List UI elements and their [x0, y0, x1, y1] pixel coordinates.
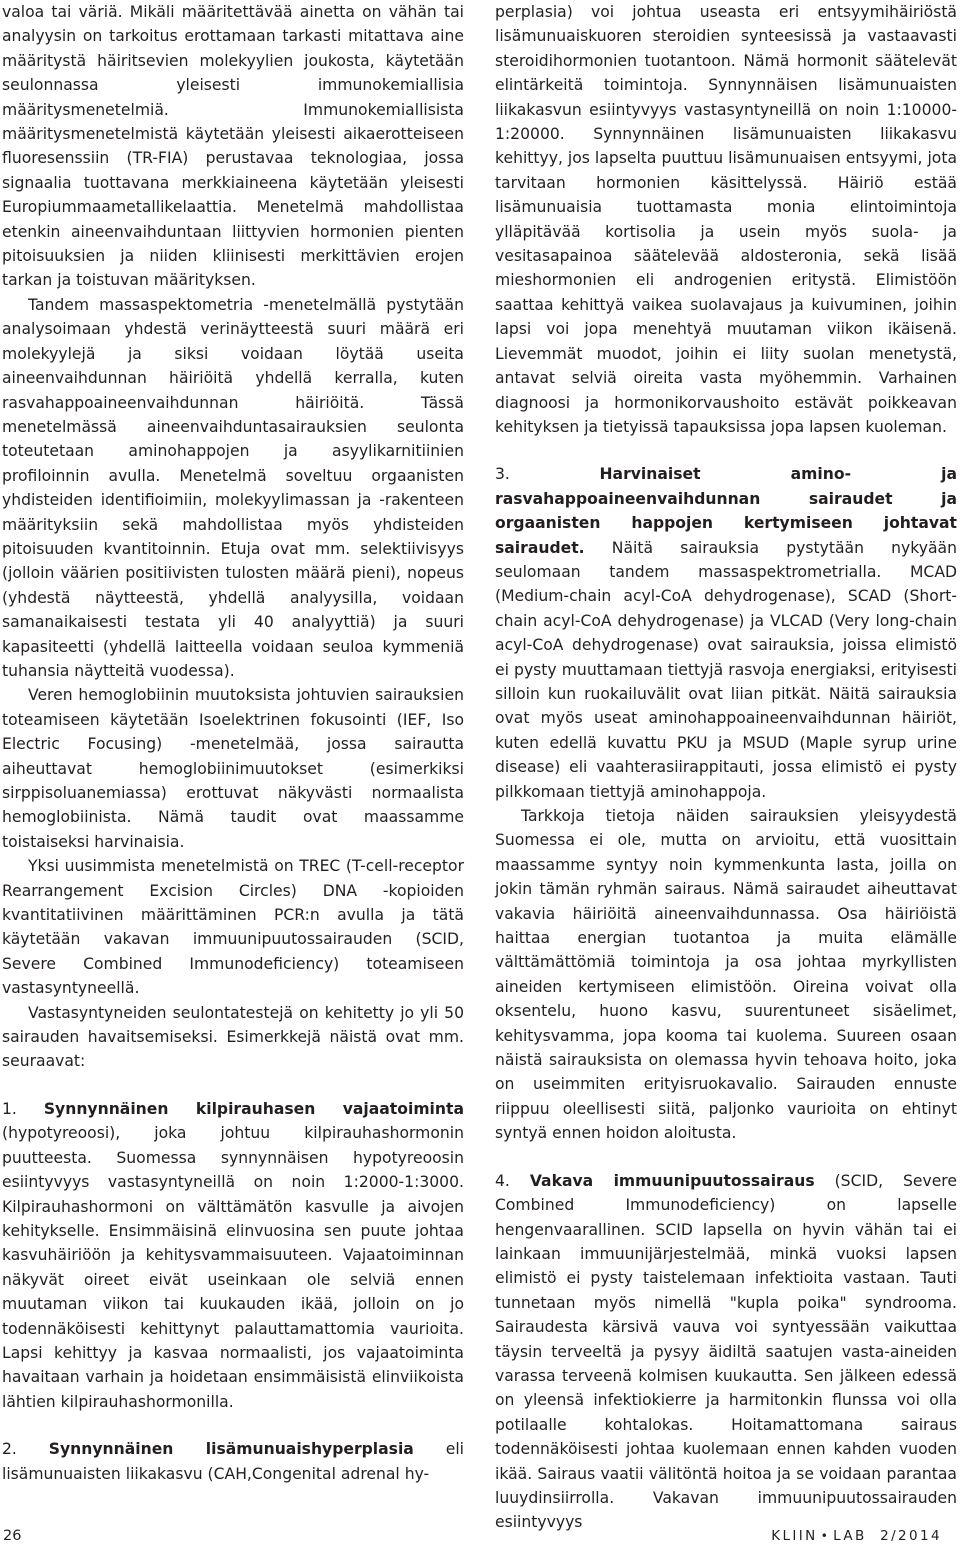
magazine-issue — [771, 1528, 942, 1544]
list-item-title: Synnynnäinen kilpirauhasen vajaatoiminta — [43, 1099, 464, 1118]
list-item-text: (SCID, Severe Combined Immunodeficiency) on lapselle hengenvaarallinen. SCID lapsella on hyvin vähän tai ei lainkaan immuunijärjestelmää, minkä vuoksi lapsen elimistö ei pysty taistelemaan infektioita vastaan. Tauti tunnetaan myös nimellä "kupla poika" syndrooma. Sairaudesta kärsivä vauva voi syntyessään vaikuttaa täysin terveeltä ja pysyy äidiltä saatujen vasta-aineiden varassa terveenä kolmisen kuukautta. Sen jälkeen edessä on yleensä infektiokierre ja harmitonkin flunssa voi olla potilaalle kohtalokas. Hoitamattomana sairaus todennäköisesti johtaa kuolemaan ennen kahden vuoden ikää. Sairaus vaatii välitöntä hoitoa ja se voidaan parantaa luuydinsiirrolla. Vakavan immuunipuutossairauden esiintyvyys — [495, 1171, 957, 1532]
issue-number: 2/2014 — [880, 1528, 942, 1544]
body-paragraph: Yksi uusimmista menetelmistä on TREC (T-cell-receptor Rearrangement Excision Circles) DNA -kopioiden kvantitatiivinen määrittäminen PCR:n avulla ja tätä käytetään vakavan immuunipuutossairauden (SCID, Severe Combined Immunodeficiency) toteamiseen vastasyntyneellä. — [2, 857, 464, 998]
separator-dot: • — [820, 1529, 831, 1543]
magazine-lab: LAB — [833, 1528, 867, 1544]
list-item-title: Vakava immuunipuutossairaus — [529, 1171, 815, 1190]
body-paragraph: Tarkkoja tietoja näiden sairauksien yleisyydestä Suomessa ei ole, mutta on arvioitu, että vuosittain maassamme syntyy noin kymmenkunta lasta, joilla on jokin tämän ryhmän sairaus. Nämä sairaudet aiheuttavat vakavia häiriöitä aineenvaihdunnassa. Osa häiriöistä haittaa energian tuotantoa ja muita elämälle välttämättömiä toimintoja ja osa johtaa myrkyllisten aineiden kertymiseen elimistöön. Oireina voivat olla oksentelu, huono kasvu, suurentuneet sisäelimet, kehitysvamma, jopa kooma tai kuolema. Suureen osaan näistä sairauksista on olemassa hyvin tehoava hoito, joka on useimmiten erityisruokavalio. Sairauden ennuste riippuu oleellisesti siitä, paljonko vaurioita on ehtinyt syntyä ennen hoidon aloitusta. — [495, 807, 957, 1143]
list-item — [495, 1169, 957, 1535]
page-footer — [0, 1528, 960, 1558]
list-number: 2. — [2, 1440, 17, 1459]
list-item — [2, 1437, 464, 1486]
list-item-title: Synnynnäinen lisämunuaishyperplasia — [48, 1440, 414, 1459]
body-paragraph: Tandem massaspektometria -menetelmällä pystytään analysoimaan yhdestä verinäytteestä suuri määrä eri molekyylejä ja siksi voidaan löytää useita aineenvaihdunnan häiriöitä yhdellä kerralla, kuten rasvahappoaineenvaihdunnan häiriöitä. Tässä menetelmässä aineenvaihduntasairauksien seulonta toteutetaan aminohappojen ja asyylikarnitiinien profiloinnin avulla. Menetelmä soveltuu orgaanisten yhdisteiden identifioimiin, molekyylimassan ja -rakenteen määrityksiin sekä mahdollistaa myös yhdisteiden pitoisuuden kvantitoinnin. Etuja ovat mm. selektiivisyys (jolloin väärien positiivisten tulosten määrä pieni), nopeus (yhdestä näytteestä, yhdellä analyysilla, voidaan samanaikaisesti testata yli 40 analyyttiä) ja suuri kapasiteetti (yhdellä laitteella voidaan seuloa kymmeniä tuhansia näytteitä vuodessa). — [2, 295, 464, 680]
list-item — [495, 462, 957, 804]
left-column — [2, 0, 464, 1486]
body-paragraph: perplasia) voi johtua useasta eri entsyymihäiriöstä lisämunuaiskuoren steroidien synteesissä ja vastaavasti steroidihormonien tuotantoon. Nämä hormonit säätelevät elintärkeitä toimintoja. Synnynnäisen lisämunuaisten liikakasvun esiintyvyys vastasyntyneillä on noin 1:10000-1:20000. Synnynnäinen lisämunuaisten liikakasvu kehittyy, jos lapselta puuttuu lisämunuaisen entsyymi, jota tarvitaan hormonien käsittelyssä. Häiriö estää lisämunuaisia tuottamasta monia elintoimintoja ylläpitävää kortisolia ja usein myös suola- ja vesitasapainoa säätelevää aldosteronia, sekä lisää mieshormonien eli androgenien eritystä. Elimistöön saattaa kehittyä vaikea suolavajaus ja kuivuminen, joihin lapsi voi jopa menehtyä muutaman viikon ikäisenä. Lievemmät muodot, joihin ei liity suolan menetystä, antavat selviä oireita vasta myöhemmin. Varhainen diagnoosi ja hormonikorvaushoito estävät poikkeavan kehityksen ja tietyissä tapauksissa jopa lapsen kuoleman. — [495, 3, 957, 436]
list-item — [2, 1097, 464, 1414]
list-number: 1. — [2, 1099, 17, 1118]
list-item-text: eli lisämunuaisten liikakasvu (CAH,Congenital adrenal hy- — [2, 1440, 464, 1483]
page-number: 26 — [3, 1528, 22, 1544]
list-item-text: (hypotyreoosi), joka johtuu kilpirauhashormonin puutteesta. Suomessa synnynnäisen hypotyreoosin esiintyvyys vastasyntyneillä on noin 1:2000-1:3000. Kilpirauhashormoni on välttämätön kasvulle ja aivojen kehitykselle. Ensimmäisinä elinvuosina sen puute johtaa kasvuhäiriöön ja kehitysvammaisuuteen. Vajaatoiminnan näkyvät oireet eivät useinkaan ole selviä ennen muutaman viikon tai kuukauden ikää, jolloin on jo todennäköisesti kehittynyt palauttamattomia vaurioita. Lapsi kehittyy ja kasvaa normaalisti, jos vajaatoiminta havaitaan varhain ja hoidetaan ensimmäisistä elinviikoista lähtien kilpirauhashormonilla. — [2, 1124, 464, 1411]
body-paragraph: Veren hemoglobiinin muutoksista johtuvien sairauksien toteamiseen käytetään Isoelektrinen fokusointi (IEF, Iso Electric Focusing) -menetelmää, jossa sairautta aiheuttavat hemoglobiinimuutokset (esimerkiksi sirppisoluanemiassa) erottuvat näkyvästi normaalista hemoglobiinista. Nämä taudit ovat maassamme toistaiseksi harvinaisia. — [2, 686, 464, 851]
body-paragraph: valoa tai väriä. Mikäli määritettävää ainetta on vähän tai analyysin on tarkoitus erottamaan tarkasti mitattava aine määritystä häiritsevien molekyylien joukosta, käytetään seulonnassa yleisesti immunokemiallisia määritysmenetelmiä. Immunokemiallisista määritysmenetelmistä käytetään yleisesti aikaerotteiseen fluoresenssiin (TR-FIA) perustavaa teknologiaa, jossa signaalia tuottavana merkkiaineena käytetään yleisesti Europiummaametallikelaattia. Menetelmä mahdollistaa etenkin aineenvaihduntaan liittyvien hormonien pienten pitoisuuksien ja niiden kliinisesti merkittävien erojen tarkan ja toistuvan määrityksen. — [2, 3, 464, 290]
body-paragraph: Vastasyntyneiden seulontatestejä on kehitetty jo yli 50 sairauden havaitsemiseksi. Esimerkkejä näistä ovat mm. seuraavat: — [2, 1003, 464, 1071]
list-number: 3. — [495, 465, 510, 484]
list-item-text: Näitä sairauksia pystytään nykyään seulomaan tandem massaspektrometrialla. MCAD (Medium-chain acyl-CoA dehydrogenase), SCAD (Short-chain acyl-CoA dehydrogenase) ja VLCAD (Very long-chain acyl-CoA dehydrogenase) ovat sairauksia, joissa elimistö ei pysty muuttamaan tiettyjä rasvoja energiaksi, erityisesti silloin kun ruokailuvälit ovat liian pitkät. Näitä sairauksia ovat myös useat aminohappoaineenvaihdunnan häiriöt, kuten edellä kuvattu PKU ja MSUD (Maple syrup urine disease) eli vaahterasiirappitauti, jossa elimistö ei pysty pilkkomaan tiettyjä aminohappoja. — [495, 538, 957, 801]
list-number: 4. — [495, 1171, 510, 1190]
list-item-title: Harvinaiset amino- ja rasvahappoaineenvaihdunnan sairaudet ja orgaanisten happojen kertymiseen johtavat sairaudet. — [495, 465, 957, 557]
right-column — [495, 0, 957, 1535]
magazine-name: KLIIN — [771, 1528, 818, 1544]
